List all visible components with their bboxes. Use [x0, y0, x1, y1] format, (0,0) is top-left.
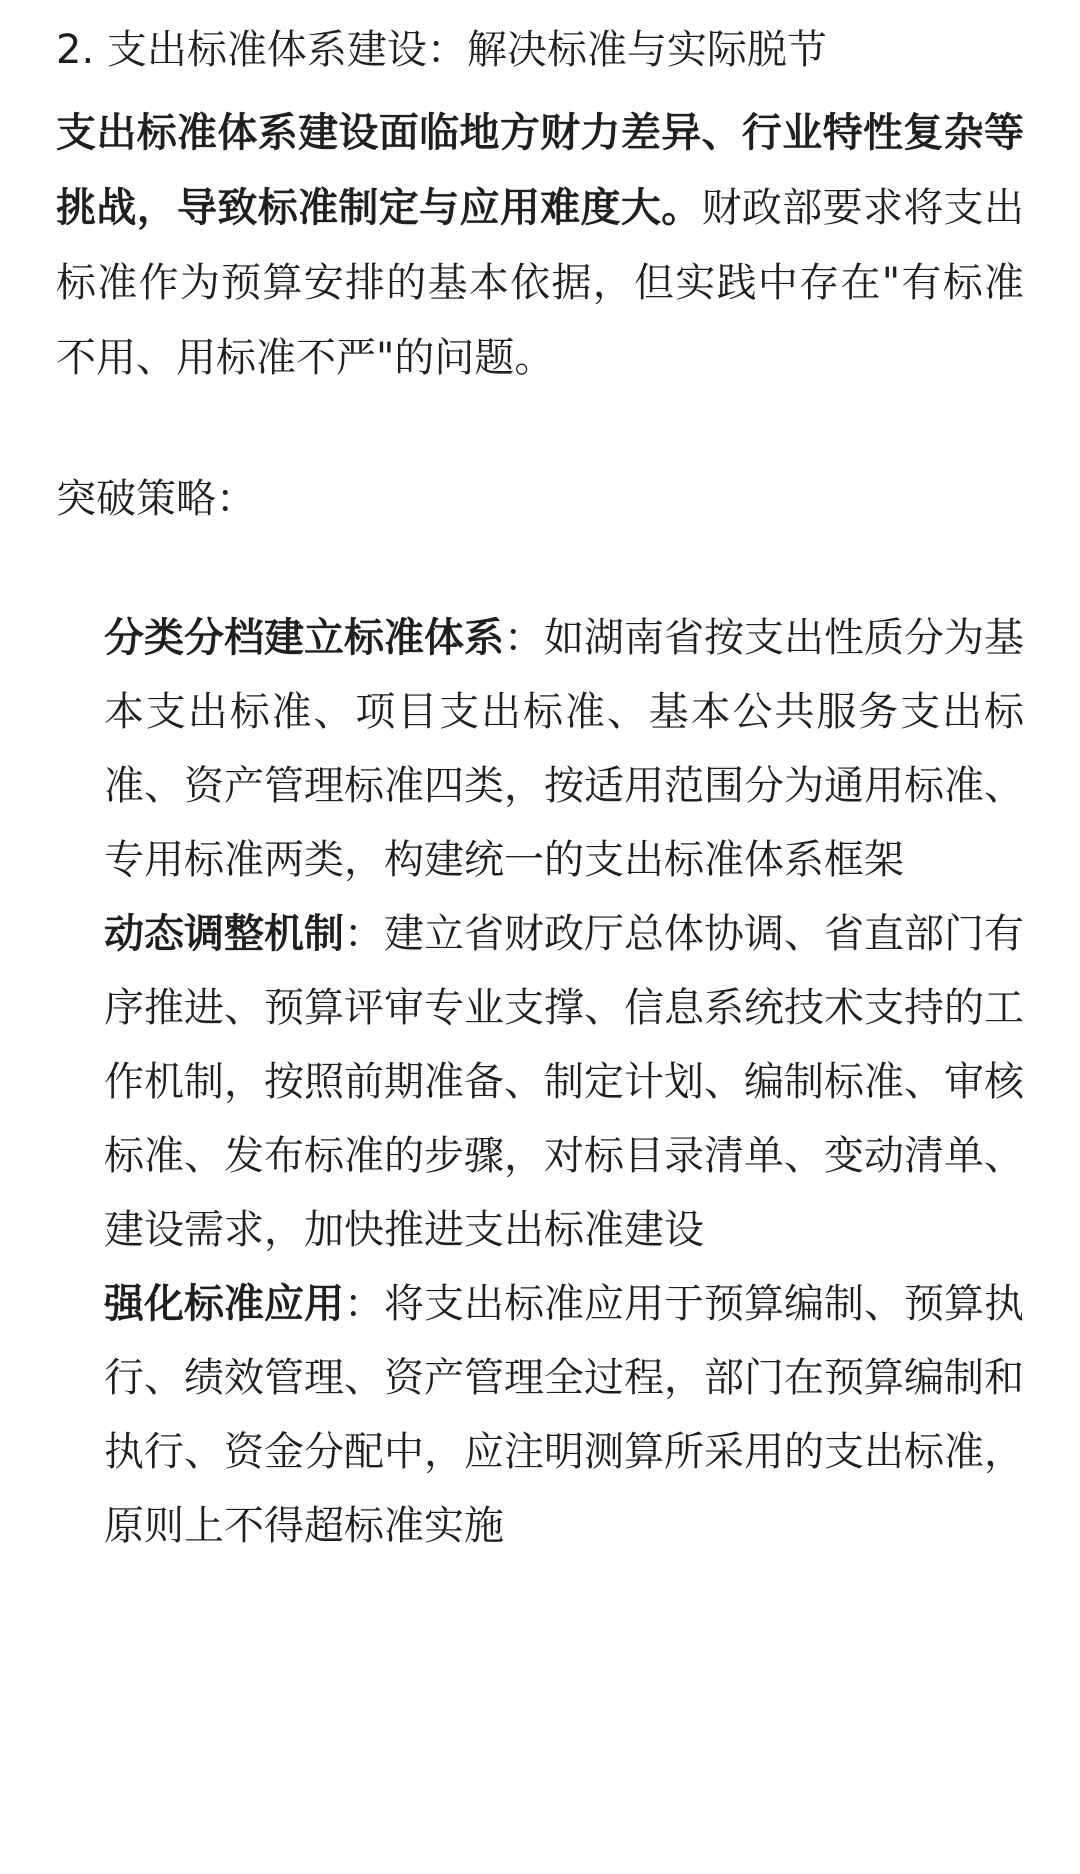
strategy-item-separator: ：: [344, 1281, 384, 1327]
section-title: 2. 支出标准体系建设：解决标准与实际脱节: [56, 27, 827, 73]
intro-paragraph: [56, 96, 1024, 396]
strategy-item-text: 将支出标准应用于预算编制、预算执行、绩效管理、资产管理全过程，部门在预算编制和执行、资金分配中，应注明测算所采用的支出标准，原则上不得超标准实施: [104, 1281, 1024, 1549]
strategy-label: 突破策略：: [56, 476, 256, 522]
strategy-item-title: 强化标准应用: [104, 1281, 344, 1327]
strategy-list: [56, 601, 1024, 1563]
intro-body: 财政部要求将支出标准作为预算安排的基本依据，但实践中存在"有标准不用、用标准不严"的问题。: [56, 185, 1025, 381]
strategy-item-separator: ：: [344, 911, 384, 957]
intro-lead: 支出标准体系建设面临地方财力差异、行业特性复杂等挑战，导致标准制定与应用难度大。: [56, 110, 1024, 231]
list-item: [104, 1267, 1024, 1563]
strategy-item-separator: ：: [504, 615, 544, 661]
strategy-item-title: 分类分档建立标准体系: [104, 615, 504, 661]
list-item: [104, 601, 1024, 897]
strategy-item-text: 建立省财政厅总体协调、省直部门有序推进、预算评审专业支撑、信息系统技术支持的工作机制，按照前期准备、制定计划、编制标准、审核标准、发布标准的步骤，对标目录清单、变动清单、建设需求，加快推进支出标准建设: [104, 911, 1024, 1253]
list-item: [104, 897, 1024, 1267]
strategy-item-title: 动态调整机制: [104, 911, 344, 957]
strategy-item-text: 如湖南省按支出性质分为基本支出标准、项目支出标准、基本公共服务支出标准、资产管理标准四类，按适用范围分为通用标准、专用标准两类，构建统一的支出标准体系框架: [104, 615, 1024, 883]
